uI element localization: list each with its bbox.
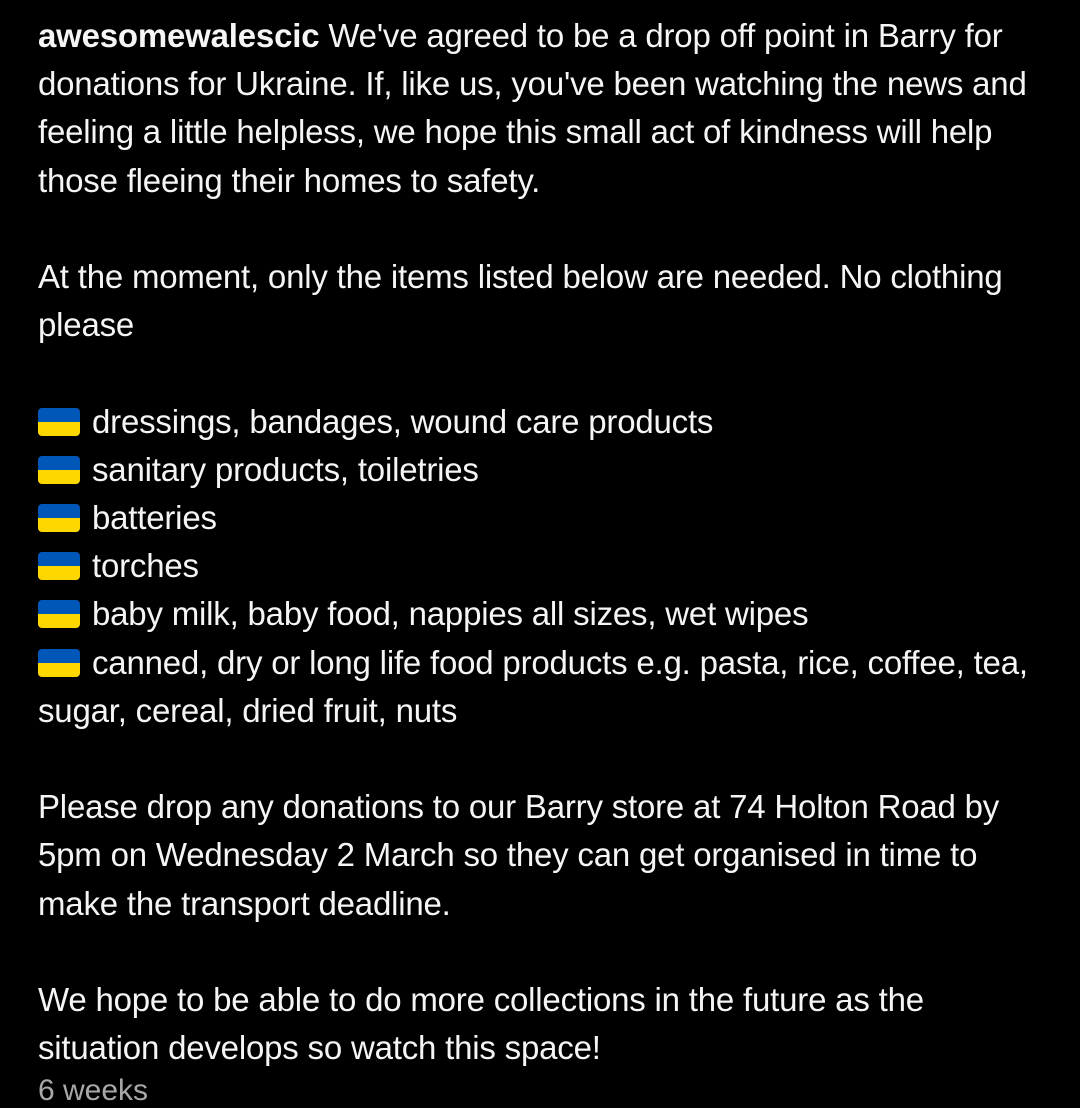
closing-text: We hope to be able to do more collections in the future as the situation develops so watch this space! — [38, 981, 924, 1067]
list-item-text: baby milk, baby food, nappies all sizes, wet wipes — [92, 595, 809, 633]
caption-intro — [38, 12, 1048, 205]
username-link[interactable]: awesomewalescic — [38, 17, 320, 54]
notice-text: At the moment, only the items listed below are needed. No clothing please — [38, 258, 1003, 344]
ukraine-flag-icon — [38, 600, 80, 628]
intro-text: We've agreed to be a drop off point in Barry for donations for Ukraine. If, like us, you've been watching the news and feeling a little helpless, we hope this small act of kindness will help those fleeing their homes to safety. — [38, 17, 1027, 199]
paragraph-gap — [38, 349, 1048, 397]
paragraph-gap — [38, 735, 1048, 783]
ukraine-flag-icon — [38, 552, 80, 580]
post-timestamp: 6 weeks — [38, 1074, 149, 1107]
ukraine-flag-icon — [38, 456, 80, 484]
list-item-text: batteries — [92, 499, 217, 536]
list-item-text: canned, dry or long life food products e.g. pasta, rice, coffee, tea, sugar, cereal, dried fruit, nuts — [38, 643, 1028, 729]
list-item — [38, 639, 1048, 735]
list-item-text: sanitary products, toiletries — [92, 450, 479, 488]
ukraine-flag-icon — [38, 504, 80, 532]
list-item-text: dressings, bandages, wound care products — [92, 402, 714, 440]
ukraine-flag-icon — [38, 408, 80, 436]
paragraph-gap — [38, 205, 1048, 253]
list-item — [38, 494, 1048, 542]
list-item-text: torches — [92, 547, 199, 585]
list-item — [38, 398, 1048, 446]
donation-item-list — [38, 398, 1048, 735]
list-item — [38, 590, 1048, 638]
paragraph-gap — [38, 928, 1048, 976]
list-item — [38, 446, 1048, 494]
dropoff-text: Please drop any donations to our Barry store at 74 Holton Road by 5pm on Wednesday 2 March so they can get organised in time to make the transport deadline. — [38, 788, 1000, 922]
post-caption — [38, 12, 1048, 1072]
ukraine-flag-icon — [38, 649, 80, 677]
list-item — [38, 542, 1048, 590]
